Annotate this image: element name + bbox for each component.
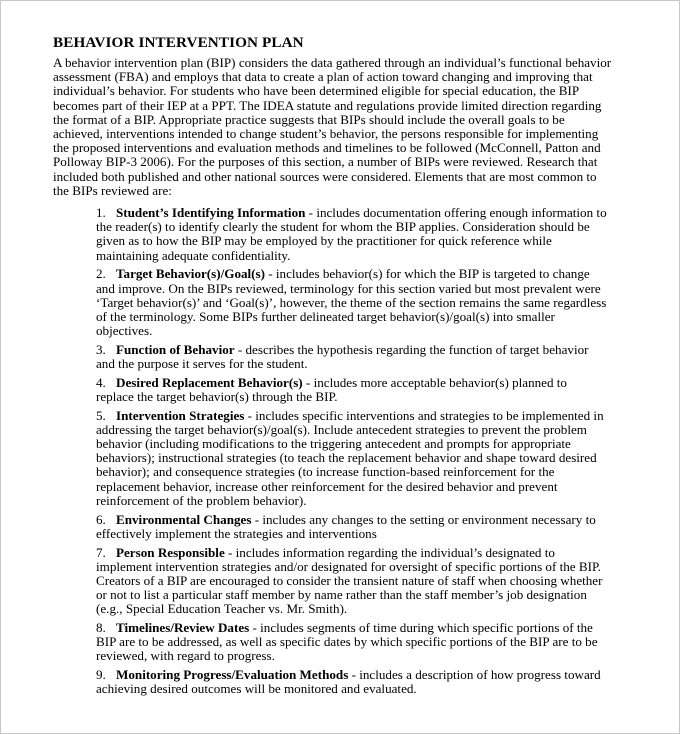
list-item — [96, 546, 608, 617]
item-number: 8. — [96, 620, 106, 636]
list-item — [96, 668, 608, 696]
document-title: BEHAVIOR INTERVENTION PLAN — [53, 34, 304, 51]
item-number: 6. — [96, 511, 106, 527]
item-number: 9. — [96, 667, 106, 683]
item-description: - includes any changes to the setting or environment necessary to effectively implement the strategies and interventions — [96, 511, 596, 541]
item-number: 4. — [96, 374, 106, 390]
item-number: 3. — [96, 341, 106, 357]
item-term: Timelines/Review Dates — [116, 620, 250, 636]
list-item — [96, 206, 608, 263]
item-term: Target Behavior(s)/Goal(s) — [116, 266, 265, 282]
list-item — [96, 343, 608, 371]
item-description: - includes a description of how progress toward achieving desired outcomes will be monitored and evaluated. — [96, 667, 601, 697]
item-number: 7. — [96, 544, 106, 560]
item-term: Person Responsible — [116, 544, 225, 560]
list-item — [96, 513, 608, 541]
list-item — [96, 376, 608, 404]
item-description: - includes more acceptable behavior(s) planned to replace the target behavior(s) through the BIP. — [96, 374, 567, 404]
item-term: Desired Replacement Behavior(s) — [116, 374, 303, 390]
item-term: Intervention Strategies — [116, 407, 245, 423]
intro-paragraph: A behavior intervention plan (BIP) considers the data gathered through an individual’s functional behavior assessment (FBA) and employs that data to create a plan of action toward changing and improving that individual’s behavior. For students who have been determined eligible for special education, the BIP becomes part of their IEP at a PPT. The IDEA statute and regulations provide limited direction regarding the format of a BIP. Appropriate practice suggests that BIPs should include the overall goals to be achieved, interventions intended to change student’s behavior, the persons responsible for implementing the proposed interventions and evaluation methods and timelines to be followed (McConnell, Patton and Polloway BIP-3 2006). For the purposes of this section, a number of BIPs were reviewed. Research that included both published and other national sources were considered. Elements that are most common to the BIPs reviewed are: — [53, 55, 612, 198]
list-item — [96, 267, 608, 338]
item-term: Monitoring Progress/Evaluation Methods — [116, 667, 349, 683]
item-term: Student’s Identifying Information — [116, 205, 306, 221]
item-description: - includes information regarding the individual’s designated to implement intervention strategies and/or designated for oversight of specific portions of the BIP. Creators of a BIP are encouraged to consider the transient nature of staff when choosing whether or not to list a particular staff member by name rather than the staff member’s job designation (e.g., Special Education Teacher vs. Mr. Smith). — [96, 544, 603, 617]
list-item — [96, 409, 608, 508]
item-number: 1. — [96, 205, 106, 221]
item-term: Environmental Changes — [116, 511, 252, 527]
item-description: - includes behavior(s) for which the BIP is targeted to change and improve. On the BIPs reviewed, terminology for this section varied but most prevalent were ‘Target behavior(s)’ and ‘Goal(s)’, however, the theme of the section remains the same regardless of the terminology. Some BIPs further delineated target behavior(s)/goal(s) into smaller objectives. — [96, 266, 607, 339]
item-description: - describes the hypothesis regarding the function of target behavior and the purpose it serves for the student. — [96, 341, 589, 372]
item-description: - includes documentation offering enough information to the reader(s) to identify clearly the student for whom the BIP applies. Consideration should be given as to how the BIP may be employed by the practitioner for quick reference while maintaining adequate confidentiality. — [96, 205, 607, 263]
item-number: 5. — [96, 407, 106, 423]
item-description: - includes specific interventions and strategies to be implemented in addressing the target behavior(s)/goal(s). Include antecedent strategies to prevent the problem behavior (including modifications to the triggering antecedent and prompts for appropriate behaviors); instructional strategies (to teach the replacement behavior and shape toward desired behavior); and consequence strategies (to increase function-based reinforcement for the replacement behavior, increase other reinforcement for the desired behavior and prevent reinforcement of the problem behavior). — [96, 407, 604, 508]
document-content — [53, 34, 613, 701]
item-term: Function of Behavior — [116, 341, 235, 357]
elements-list — [53, 206, 613, 697]
item-description: - includes segments of time during which specific portions of the BIP are to be addressed, as well as specific dates by which specific portions of the BIP are to be reviewed, with regard to progress. — [96, 620, 598, 664]
item-number: 2. — [96, 266, 106, 282]
list-item — [96, 621, 608, 664]
